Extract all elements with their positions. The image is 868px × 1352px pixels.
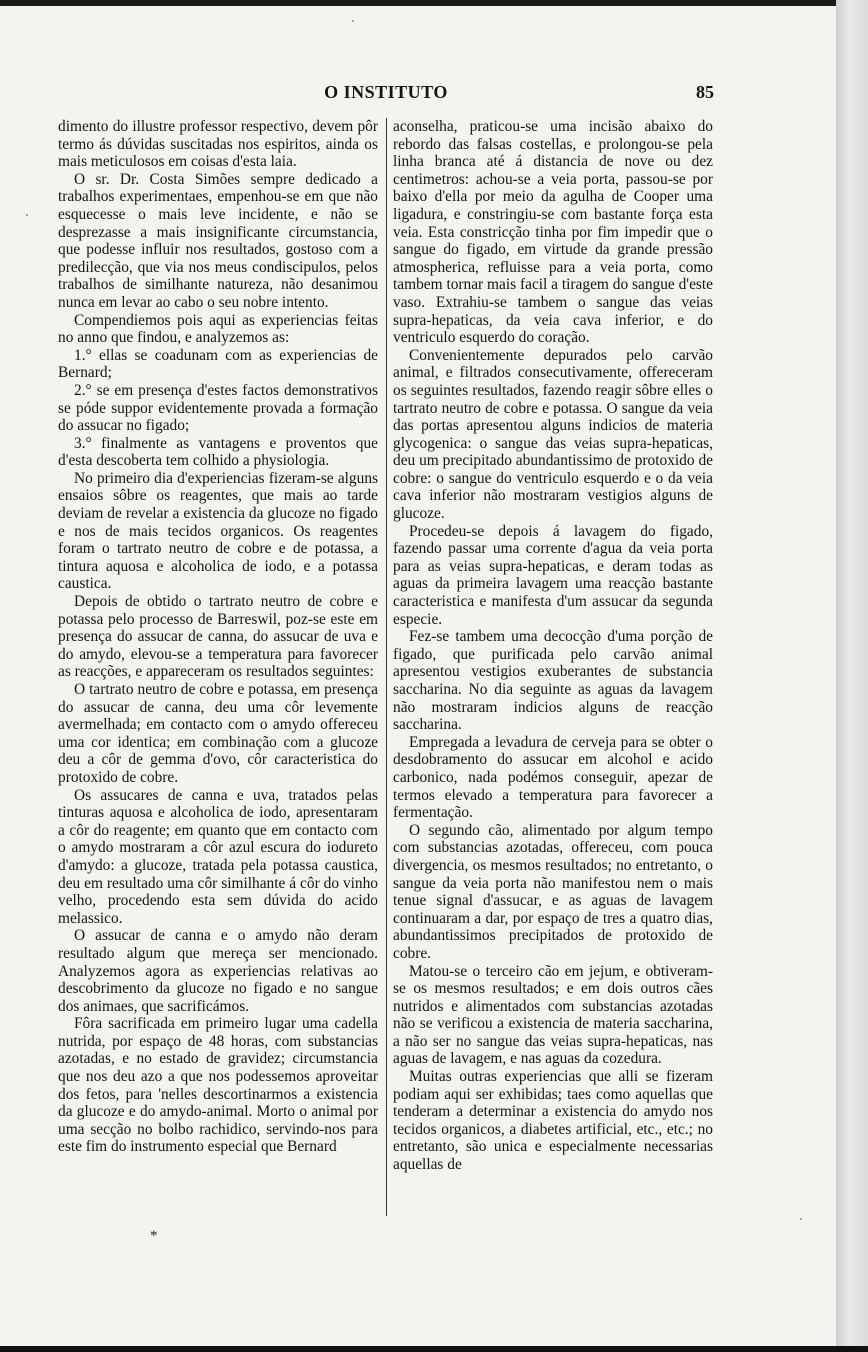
scan-bottom-edge [0,1346,868,1352]
running-title: O INSTITUTO [324,82,448,102]
paragraph: Procedeu-se depois á lavagem do figado, fazendo passar uma corrente d'agua da veia porta para as veias supra-hepaticas, e deram todas as aguas da primeira lavagem uma reacção bastante caracteristica e manifesta d'um assucar da segunda especie. [393,522,713,628]
paragraph: No primeiro dia d'experiencias fizeram-se alguns ensaios sôbre os reagentes, que mais ao tarde deviam de revelar a existencia da glucoze no figado e nos de mais tecidos organicos. Os reagentes foram o tartrato neutro de cobre e de potassa, a tintura aquosa e alcoholica de iodo, e a potassa caustica. [58,469,378,593]
paper-speck [26,214,28,216]
list-item: 1.° ellas se coadunam com as experiencias de Bernard; [58,346,378,382]
paragraph: Compendiemos pois aqui as experiencias feitas no anno que findou, e analyzemos as: [58,311,378,347]
paragraph: Depois de obtido o tartrato neutro de cobre e potassa pelo processo de Barreswil, poz-se este em presença do assucar de canna, do assucar de uva e do amydo, elevou-se a temperatura para favorecer as reacções, e appareceram os resultados seguintes: [58,593,378,681]
paragraph: Convenientemente depurados pelo carvão animal, e filtrados consecutivamente, offereceram os seguintes resultados, fazendo reagir sôbre elles o tartrato neutro de cobre e potassa. O sangue da veia das portas apresentou alguns indicios de materia glycogenica: o sangue das veias supra-hepaticas, deu um precipitado abundantissimo de protoxido de cobre: o sangue do ventriculo esquerdo e o da veia cava inferior não mostraram vestigios alguns de glucoze. [393,346,713,523]
footnote-mark: * [150,1228,158,1244]
list-item: 3.° finalmente as vantagens e proventos que d'esta descoberta tem colhido a physiologia. [58,434,378,470]
paragraph: Os assucares de canna e uva, tratados pelas tinturas aquosa e alcoholica de iodo, apresentaram a côr do reagente; em quanto que em contacto com o amydo mostraram a côr azul escura do iodureto d'amydo: a glucoze, tratada pela potassa caustica, deu em resultado uma côr similhante á côr do vinho velho, procedendo esta sem dúvida do acido melassico. [58,786,378,927]
paragraph: Fez-se tambem uma decocção d'uma porção de figado, que purificada pelo carvão animal apresentou vestigios exuberantes de substancia saccharina. No dia seguinte as aguas da lavagem não mostraram indicios alguns de reacção saccharina. [393,628,713,734]
list-item: 2.° se em presença d'estes factos demonstrativos se póde suppor evidentemente provada a formação do assucar no figado; [58,381,378,435]
paragraph: O tartrato neutro de cobre e potassa, em presença do assucar de canna, deu uma côr levemente avermelhada; em contacto com o amydo offereceu uma cor identica; em combinação com a glucoze deu a côr de gemma d'ovo, côr caracteristica do protoxido de cobre. [58,681,378,786]
paper-speck [800,1218,802,1220]
paragraph: Empregada a levadura de cerveja para se obter o desdobramento do assucar em alcohol e acido carbonico, nada podémos conseguir, apezar de termos elevado a temperatura para favorecer a fermentação. [393,733,713,822]
paragraph: dimento do illustre professor respectivo, devem pôr termo ás dúvidas suscitadas nos espiritos, ainda os mais meticulosos em coisas d'esta laia. [58,118,378,171]
paper-speck [352,20,354,22]
running-head [58,82,714,106]
book-page [0,6,836,1346]
left-column [58,118,378,1156]
paragraph: aconselha, praticou-se uma incisão abaixo do rebordo das falsas costellas, e prolongou-se pela linha branca até á distancia de nove ou dez centimetros: achou-se a veia porta, passou-se por baixo d'ella por meio da agulha de Cooper uma ligadura, e constringiu-se com bastante força esta veia. Esta constricção tinha por fim impedir que o sangue do figado, em virtude da grande pressão atmospherica, refluisse para a veia porta, como tambem tornar mais facil a tiragem do sangue d'este vaso. Extrahiu-se tambem o sangue das veias supra-hepaticas, da veia cava inferior, e do ventriculo esquerdo do coração. [393,118,713,347]
paragraph: O assucar de canna e o amydo não deram resultado algum que mereça ser mencionado. Analyzemos agora as experiencias relativas ao descobrimento da glucoze no figado e no sangue dos animaes, que sacrificámos. [58,927,378,1015]
paragraph: Muitas outras experiencias que alli se fizeram podiam aqui ser exhibidas; taes como aquellas que tenderam a determinar a existencia do amydo nos tecidos organicos, a diabetes artificial, etc., etc.; no entretanto, são unica e especialmente necessarias aquellas de [393,1068,713,1174]
page-number: 85 [696,82,714,102]
paragraph: Matou-se o terceiro cão em jejum, e obtiveram-se os mesmos resultados; e em dois outros cães nutridos e alimentados com substancias azotadas não se verificou a existencia de materia saccharina, a não ser no sangue das veias supra-hepaticas, nas aguas de lavagem, e nas aguas da cozedura. [393,962,713,1068]
right-column [393,118,713,1174]
page-gutter [836,0,868,1352]
column-divider [386,118,387,1216]
paragraph: O segundo cão, alimentado por algum tempo com substancias azotadas, offereceu, com pouca divergencia, os mesmos resultados; no entretanto, o sangue da veia porta não manifestou nem o mais tenue signal d'assucar, e as aguas de lavagem continuaram a dar, por espaço de tres a quatro dias, abundantissimos precipitados de protoxido de cobre. [393,821,713,962]
paragraph: Fôra sacrificada em primeiro lugar uma cadella nutrida, por espaço de 48 horas, com substancias azotadas, e no estado de gravidez; circumstancia que nos deu azo a que nos podessemos aproveitar dos fetos, para 'nelles descortinarmos a existencia da glucoze e do amydo-animal. Morto o animal por uma secção no bolbo rachidico, servindo-nos para este fim do instrumento especial que Bernard [58,1015,378,1156]
paragraph: O sr. Dr. Costa Simões sempre dedicado a trabalhos experimentaes, empenhou-se em que não esquecesse o mais leve incidente, e não se desprezasse a mais insignificante circumstancia, que podesse influir nos resultados, gostoso com a predilecção, que via nos meus condiscipulos, pelos trabalhos de similhante natureza, não desanimou nunca em levar ao cabo o seu nobre intento. [58,170,378,311]
